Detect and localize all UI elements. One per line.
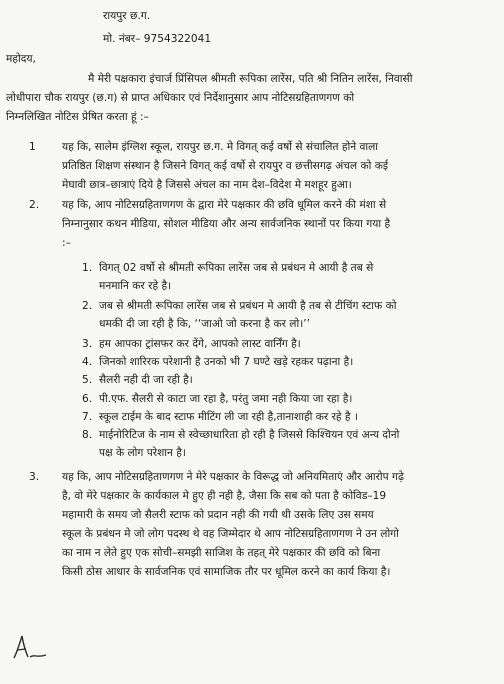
sub-point-8-number: 8. <box>82 429 93 441</box>
header-mobile: मो. नंबर– 9754322041 <box>103 33 212 45</box>
sub-point-2-line-2: धमकी दी जा रही है कि, ‘‘जाओ जो करना है कर लो।’’ <box>99 318 310 330</box>
sub-point-3-line-1: हम आपका ट्रांसफर कर देंगे, आपको लास्ट वार्निंग है। <box>99 338 301 350</box>
intro-line-3: निम्नलिखित नोटिस प्रेषित करता हूं :– <box>6 111 149 123</box>
sub-point-3-number: 3. <box>82 338 93 350</box>
point-2-line-1: यह कि, आप नोटिसग्रहिताणगण के द्वारा मेरे पक्षकार की छवि धूमिल करने की मंशा से <box>62 199 387 211</box>
sub-point-4-number: 4. <box>82 356 93 368</box>
sub-point-1-number: 1. <box>82 262 93 274</box>
salutation: महोदय, <box>6 53 36 65</box>
sub-point-7-number: 7. <box>82 411 93 423</box>
sub-point-7-line-1: स्कूल टाईम के बाद स्टाफ मीटिंग ली जा रही है,तानाशाही कर रहे है । <box>99 411 358 423</box>
point-1-line-2: प्रतिष्ठित शिक्षण संस्थान है जिसने विगत् कई वर्षो से रायपुर व छत्तीसगढ़ अंचल को कई <box>62 160 389 172</box>
header-city: रायपुर छ.ग. <box>103 10 151 22</box>
point-3-line-4: स्कूल के प्रबंधन मे जो लोग पदस्थ थे वह जिम्मेदार थे आप नोटिसग्रहिताणगण ने उन लोगो <box>62 528 399 540</box>
sub-point-5-number: 5. <box>82 374 93 386</box>
point-2-number: 2. <box>29 199 40 211</box>
point-1-line-3: मेघावी छात्र–छात्राएं दिये है जिससे अंचल का नाम देश–विदेश मे मशहूर हुआ। <box>62 179 352 191</box>
point-3-line-1: यह कि, आप नोटिसग्रहिताणगण ने मेरे पक्षकार के विरूद्ध जो अनियमिताएं और आरोप गढ़े <box>62 471 404 483</box>
sub-point-1-line-2: मनमानि कर रहे है। <box>99 280 172 292</box>
point-3-line-2: है, वो मेरे पक्षकार के कार्यकाल मे हुए ही नही है, जैसा कि सब को पता है कोविड–19 <box>62 490 387 502</box>
sub-point-8-line-1: माईनोरिटिज के नाम से स्वेच्छाधारिता हो रही है जिससे किश्चियन एवं अन्य दोनो <box>99 429 400 441</box>
sub-point-6-line-1: पी.एफ. सैलरी से काटा जा रहा है, परंतु जमा नही किया जा रहा है। <box>99 393 353 405</box>
sub-point-4-line-1: जिनको शारिरक परेशानी है उनको भी 7 घण्टे खड़े रहकर पढ़ाना है। <box>99 356 354 368</box>
sub-point-5-line-1: सैलरी नही दी जा रही है। <box>99 374 193 386</box>
point-2-line-3: :– <box>62 237 71 249</box>
point-3-line-5: का नाम न लेते हुए एक सोची–समझी साजिश के तहत् मेरे पक्षकार की छवि को बिना <box>62 547 381 559</box>
point-2-line-2: निम्नानुसार कथन मीडिया, सोशल मीडिया और अन्य सार्वजनिक स्थानों पर किया गया है <box>62 218 391 230</box>
point-3-line-3: महामारी के समय जो सैलरी स्टाफ को प्रदान नही की गयी थी उसके लिए उस समय <box>62 509 374 521</box>
sub-point-6-number: 6. <box>82 393 93 405</box>
sub-point-8-line-2: पक्ष के लोग परेशान है। <box>99 447 186 459</box>
sub-point-1-line-1: विगत् 02 वर्षो से श्रीमती रूपिका लारेंस जब से प्रबंधन मे आयी है तब से <box>99 262 374 274</box>
point-3-line-6: किसी ठोस आधार के सार्वजनिक एवं सामाजिक तौर पर धूमिल करने का कार्य किया है। <box>62 566 391 578</box>
point-3-number: 3. <box>29 471 40 483</box>
point-1-line-1: यह कि, सालेम इंग्लिश स्कूल, रायपुर छ.ग. मे विगत् कई वर्षो से संचालित होने वाला <box>62 141 379 153</box>
intro-line-2: लोधीपारा चौक रायपुर (छ.ग) से प्राप्त अधिकार एवं निर्देशानुसार आप नोटिसग्रहिताणगण को <box>6 92 355 104</box>
intro-line-1: मै मेरी पक्षकारा इंचार्ज प्रिंसिपल श्रीमती रूपिका लारेंस, पति श्री नितिन लारेंस, निवासी <box>88 73 413 85</box>
sub-point-2-line-1: जब से श्रीमती रूपिका लारेंस जब से प्रबंधन मे आयी है तब से टीचिंग स्टाफ को <box>99 300 397 312</box>
point-1-number: 1 <box>29 141 36 153</box>
signature-mark <box>10 630 50 664</box>
sub-point-2-number: 2. <box>82 300 93 312</box>
